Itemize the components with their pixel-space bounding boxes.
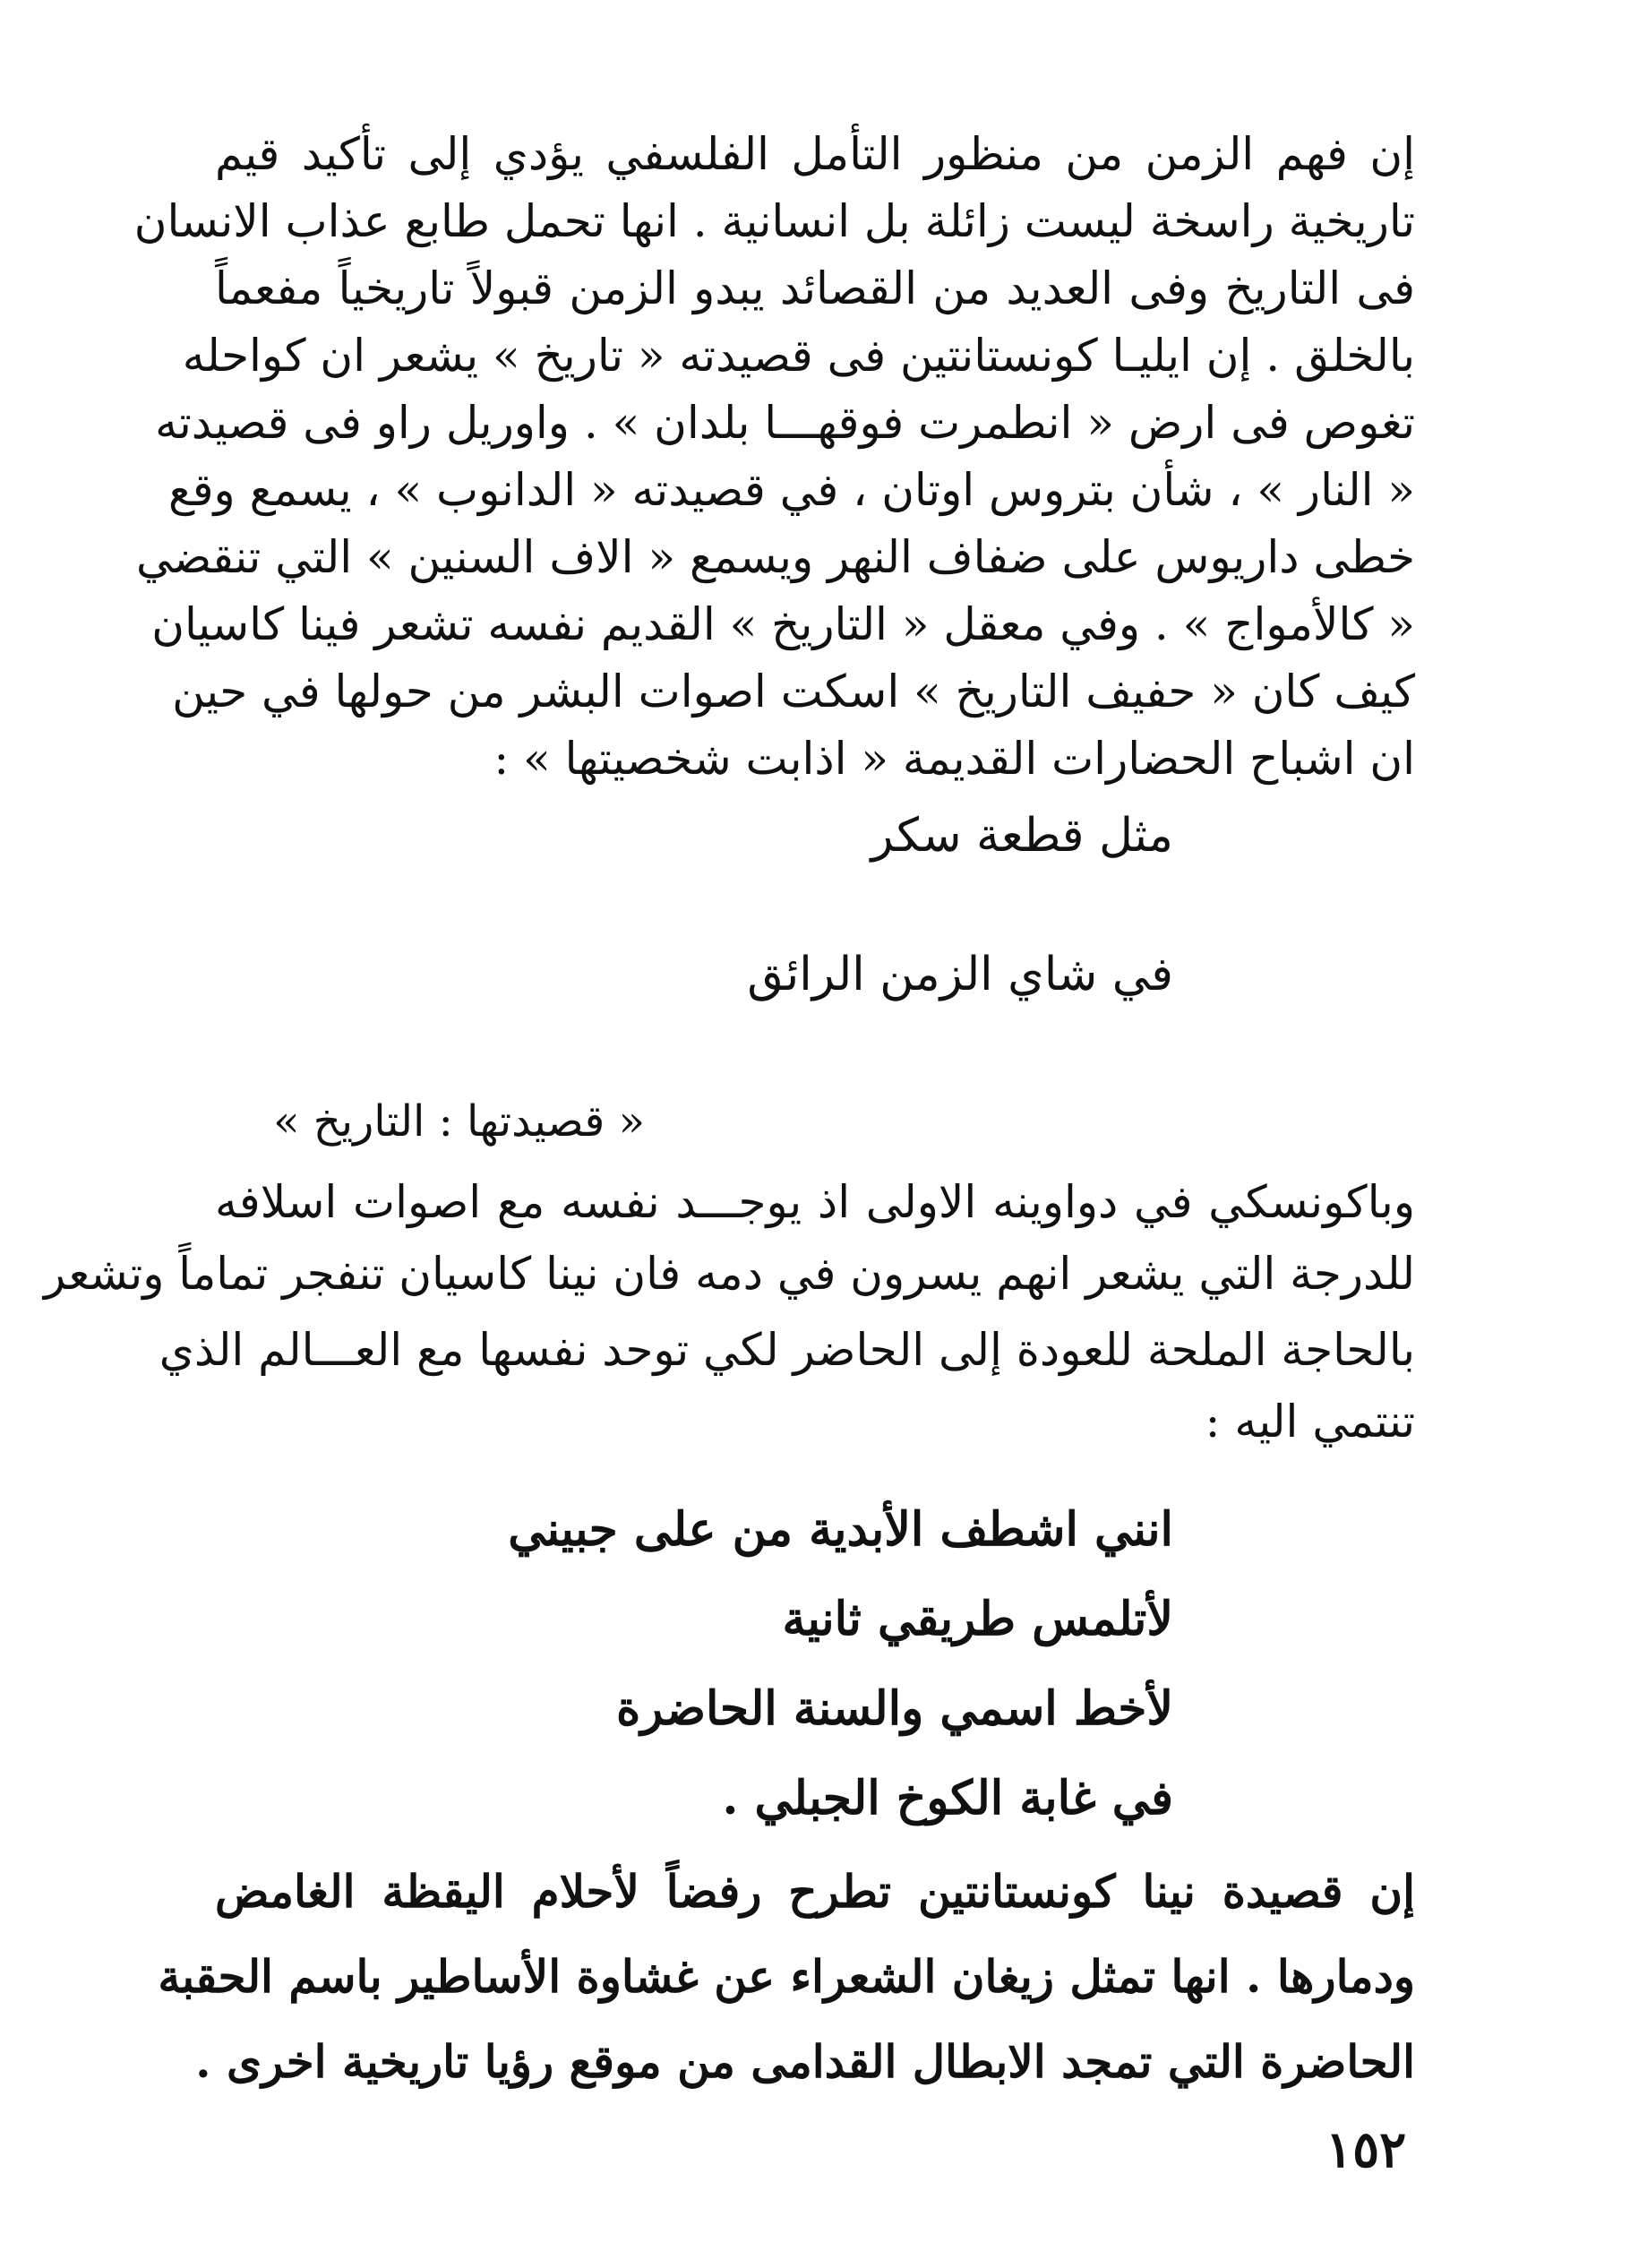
paragraph-1-line-4: بالخلق . إن ايليـا كونستانتين فى قصيدته « تاريخ » يشعر ان كواحله (182, 330, 1415, 382)
verse-1-line-1: مثل قطعة سكر (871, 809, 1173, 863)
paragraph-3-line-2: ودمارها . انها تمثل زيغان الشعراء عن غشاوة الأساطير باسم الحقبة (158, 1950, 1415, 2003)
paragraph-1-line-7: خطى داريوس على ضفاف النهر ويسمع « الاف السنين » التي تنقضي (135, 531, 1415, 583)
verse-2-line-2: لأتلمس طريقي ثانية (782, 1592, 1173, 1646)
paragraph-1-line-2: تاريخية راسخة ليست زائلة بل انسانية . انها تحمل طابع عذاب الانسان (133, 195, 1415, 247)
paragraph-1-line-8: « كالأمواج » . وفي معقل « التاريخ » القديم نفسه تشعر فينا كاسيان (151, 598, 1415, 650)
paragraph-2-line-3: بالحاجة الملحة للعودة إلى الحاضر لكي توحد نفسها مع العـــالم الذي (159, 1324, 1415, 1376)
verse-2-line-4: في غابة الكوخ الجبلي . (722, 1771, 1173, 1826)
verse-2-line-3: لأخط اسمي والسنة الحاضرة (615, 1681, 1173, 1736)
verse-1-line-2: في شاي الزمن الرائق (747, 948, 1173, 1001)
paragraph-2-line-4: تنتمي اليه : (1205, 1396, 1415, 1448)
paragraph-1-line-1: إن فهم الزمن من منظور التأمل الفلسفي يؤدي إلى تأكيد قيم (215, 128, 1415, 180)
verse-2-line-1: انني اشطف الأبدية من على جبيني (508, 1502, 1173, 1557)
paragraph-2-line-2: للدرجة التي يشعر انهم يسرون في دمه فان نينا كاسيان تنفجر تماماً وتشعر (43, 1248, 1415, 1300)
paragraph-3-line-3: الحاضرة التي تمجد الابطال القدامى من موقع رؤيا تاريخية اخرى . (195, 2035, 1415, 2088)
paragraph-3-line-1: إن قصيدة نينا كونستانتين تطرح رفضاً لأحلام اليقظة الغامض (215, 1865, 1415, 1918)
paragraph-1-line-6: « النار » ، شأن بتروس اوتان ، في قصيدته « الدانوب » ، يسمع وقع (168, 464, 1415, 516)
paragraph-1-line-9: كيف كان « حفيف التاريخ » اسكت اصوات البشر من حولها في حين (172, 666, 1415, 717)
paragraph-1-line-3: فى التاريخ وفى العديد من القصائد يبدو الزمن قبولاً تاريخياً مفعماً (215, 262, 1415, 314)
page-number: ١٥٢ (1325, 2120, 1407, 2179)
verse-1-source-caption: « قصيدتها : التاريخ » (273, 1096, 645, 1147)
paragraph-1-line-5: تغوص فى ارض « انطمرت فوقهـــا بلدان » . واوريل راو فى قصيدته (155, 397, 1415, 449)
paragraph-1-line-10: ان اشباح الحضارات القديمة « اذابت شخصيتها » : (493, 733, 1415, 785)
paragraph-2-line-1: وباكونسكي في دواوينه الاولى اذ يوجـــد نفسه مع اصوات اسلافه (215, 1176, 1415, 1228)
